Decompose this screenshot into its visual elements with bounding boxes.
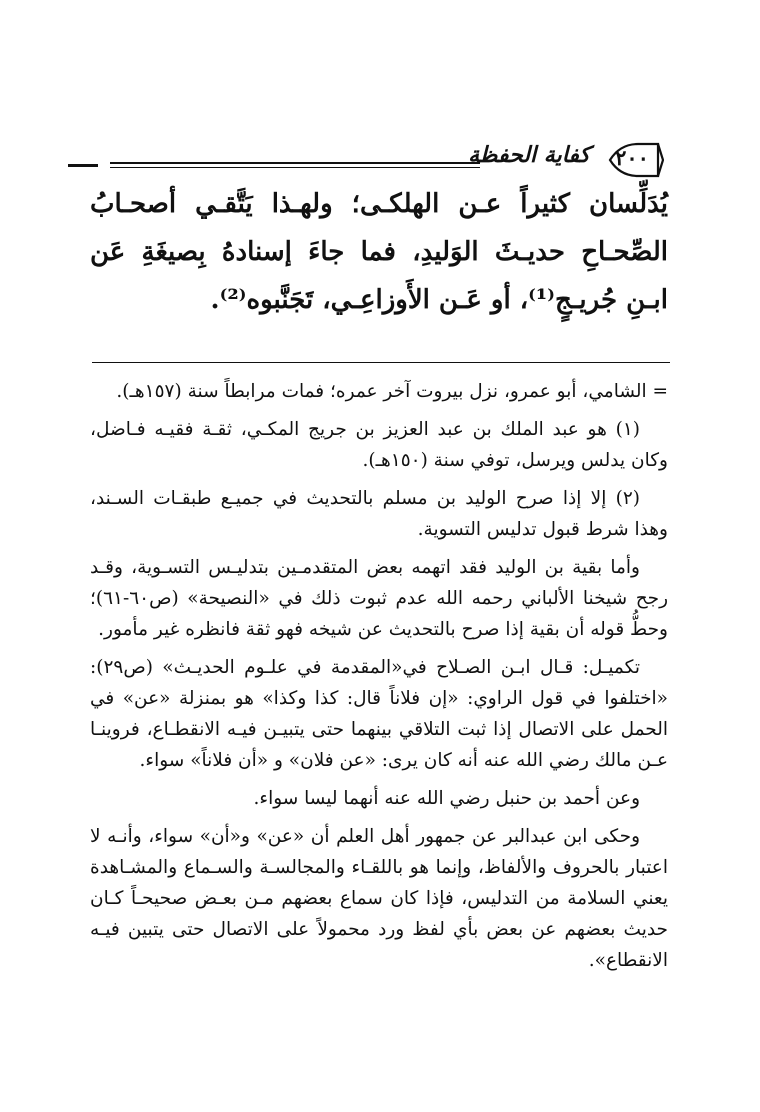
footnote-1: (١) هو عبد الملك بن عبد العزيز بن جريج المكـي، ثقـة فقيـه فـاضل، وكان يدلس ويرسل، توفي سنة (١٥٠هـ). [90,419,668,471]
main-paragraph: يُدَلِّسان كثيراً عـن الهلكـى؛ ولهـذا يَتَّقـي أصحـابُ الصِّحـاحِ حديـثَ الوَليدِ، فما جاءَ إسنادهُ بِصيغَةِ عَن ابـنِ جُريـجٍ⁽¹⁾، أو عَـن الأَوزاعِـي، تَجَنَّبوه⁽²⁾. [90,189,668,315]
footnote-ahmad: وعن أحمد بن حنبل رضي الله عنه أنهما ليسا سواء. [253,788,640,809]
footnotes [90,376,668,983]
header-rule [110,162,480,168]
page-number: ٢٠٠ [615,145,649,170]
footnote-takmeel: تكميـل: قـال ابـن الصـلاح في«المقدمة في علـوم الحديـث» (ص٢٩): «اختلفوا في قول الراوي: «إن فلاناً قال: كذا وكذا» هو بمنزلة «عن» في الحمل على الاتصال إذا ثبت التلاقي بينهما حتى يتبيـن فيـه الانقطـاع، فروينـا عـن مالك رضي الله عنه أنه كان يرى: «عن فلان» و «أن فلاناً» سواء. [90,657,668,771]
page-number-badge [606,140,664,180]
footnote-ibn-abdilbarr: وحكى ابن عبدالبر عن جمهور أهل العلم أن «عن» و«أن» سواء، وأنـه لا اعتبار بالحروف والألفاظ، وإنما هو باللقـاء والمجالسـة والسـماع والمشـاهدة يعني السلامة من التدليس، فإذا كان سماع بعضهم مـن بعـض صحيحـاً كـان حديث بعضهم عن بعض بأي لفظ ورد محمولاً على الاتصال حتى يتبين فيـه الانقطاع». [90,826,668,971]
main-text [90,180,668,324]
header-dash [68,164,98,167]
footnote-continuation: = الشامي، أبو عمرو، نزل بيروت آخر عمره؛ فمات مرابطاً سنة (١٥٧هـ). [116,381,668,402]
footnote-2: (٢) إلا إذا صرح الوليد بن مسلم بالتحديث في جميـع طبقـات السـند، وهذا شرط قبول تدليس التسوية. [90,488,668,540]
footnote-separator [92,362,670,363]
book-title: كفاية الحفظة [468,142,590,168]
footnote-baqiya: وأما بقية بن الوليد فقد اتهمه بعض المتقدمـين بتدليـس التسـوية، وقـد رجح شيخنا الألباني رحمه الله عدم ثبوت ذلك في «النصيحة» (ص٦٠-٦١)؛ وحطُّ قوله أن بقية إذا صرح بالتحديث عن شيخه فهو ثقة فانظره غير مأمور. [90,557,668,640]
